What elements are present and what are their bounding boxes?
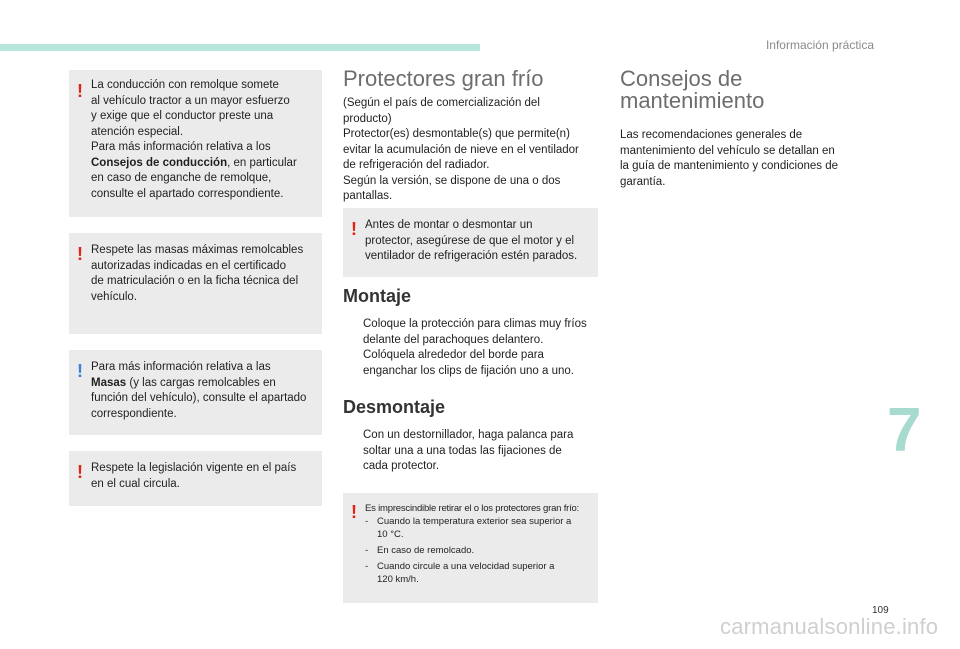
section-title-protectores: Protectores gran frío [343, 66, 544, 91]
mantenimiento-text: Las recomendaciones generales de mantenimiento del vehículo se detallan en la guía de mantenimiento y condiciones de garantía. [620, 129, 839, 188]
chapter-number: 7 [887, 396, 922, 465]
towing-warning-box: ! La conducción con remolque somete al vehículo tractor a un mayor esfuerzo y exige que el conductor preste una atención especial. Para más información relativa a los Consejos de conducción, en particular en caso de enganche de remolque, consulte el apartado correspondiente. [69, 70, 322, 217]
montaje-step-1: Coloque la protección para climas muy fríos delante del parachoques delantero. [363, 318, 587, 346]
page-number: 109 [872, 605, 889, 616]
section-title-montaje: Montaje [343, 286, 412, 306]
removal-conditions-box: ! Es imprescindible retirar el o los protectores gran frío: - Cuando la temperatura exterior sea superior a 10 °C. - En caso de remolcado. - Cuando circule a una velocidad superior a 120 km/h. [343, 493, 598, 603]
engine-stop-warning-box: ! Antes de montar o desmontar un protector, asegúrese de que el motor y el ventilador de refrigeración estén parados. [343, 208, 598, 277]
warning-icon: ! [77, 81, 83, 101]
montaje-step-2: Colóquela alrededor del borde para enganchar los clips de fijación uno a uno. [363, 349, 574, 377]
section-header: Información práctica [765, 38, 874, 52]
info-icon: ! [77, 361, 83, 381]
warning-icon: ! [77, 244, 83, 264]
max-mass-warning-box: ! Respete las masas máximas remolcables autorizadas indicadas en el certificado de matriculación o en la ficha técnica del vehículo. [69, 233, 322, 334]
warning-icon: ! [77, 462, 83, 482]
protectores-intro: (Según el país de comercialización del producto) Protector(es) desmontable(s) que permite(n) evitar la acumulación de nieve en el ventilador de refrigeración del radiador. Según la versión, se dispone de una o dos pantallas. [343, 97, 579, 202]
legislation-warning-box: ! Respete la legislación vigente en el país en el cual circula. [69, 451, 322, 506]
warning-icon: ! [351, 502, 357, 522]
section-title-mantenimiento: Consejos de mantenimiento [620, 66, 765, 113]
section-title-desmontaje: Desmontaje [343, 397, 446, 417]
header-accent-bar [0, 44, 480, 51]
warning-icon: ! [351, 219, 357, 239]
masses-info-box: ! Para más información relativa a las Masas (y las cargas remolcables en función del vehículo), consulte el apartado correspondiente. [69, 350, 322, 435]
watermark: carmanualsonline.info [720, 614, 939, 639]
desmontaje-step-1: Con un destornillador, haga palanca para soltar una a una todas las fijaciones de cada protector. [363, 429, 574, 472]
